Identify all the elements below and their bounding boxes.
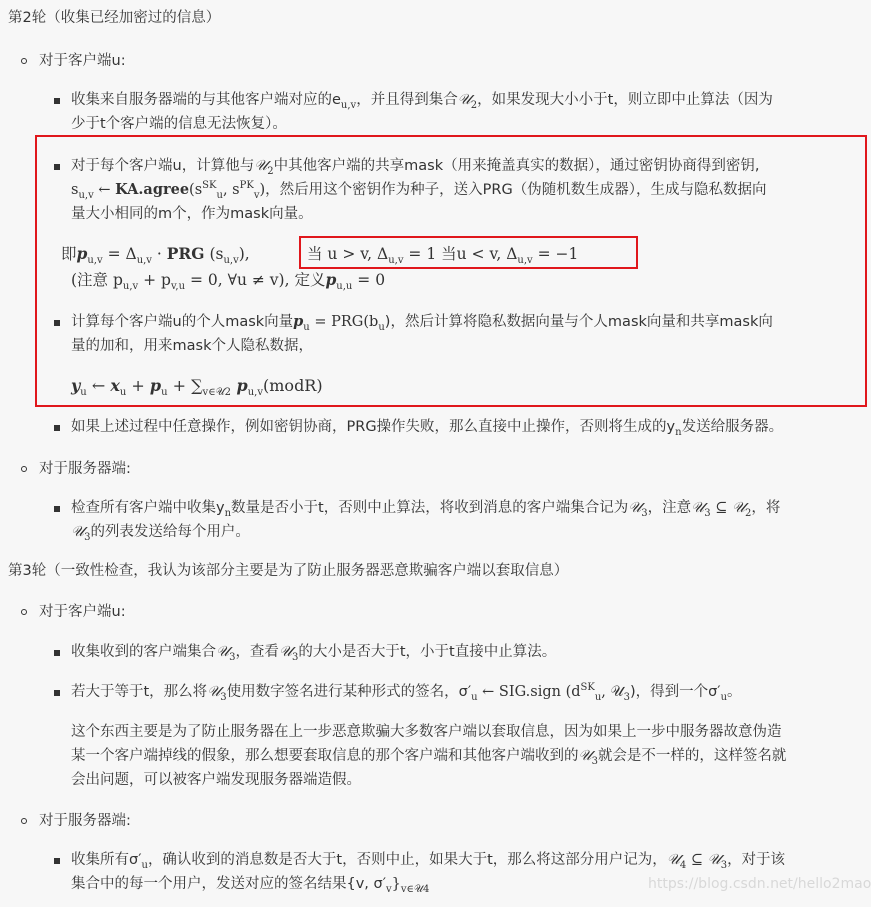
round2-bullet4: 如果上述过程中任意操作，例如密钥协商，PRG操作失败，那么直接中止操作，否则将生成的$y_n$发送给服务器。 [71, 419, 784, 438]
formula1-line1: 即$p_{u,v} = \Delta_{u,v}$ · PRG $(s_{u,v})$, [61, 244, 250, 267]
round3-note-line3: 会出问题，可以被客户端发现服务器端造假。 [71, 772, 361, 788]
square-bullet-icon [54, 690, 60, 696]
round2-bullet1-line2: 少于t个客户端的信息无法恢复）。 [71, 116, 287, 132]
square-bullet-icon [54, 650, 60, 656]
round2-heading: 第2轮（收集已经加密过的信息） [8, 10, 221, 26]
round2-bullet1-line1: 收集来自服务器端的与其他客户端对应的$e_{u,v}$，并且得到集合𝒰$_2$，如果发现大小小于t，则立即中止算法（因为 [71, 92, 773, 111]
round3-heading: 第3轮（一致性检查，我认为该部分主要是为了防止服务器恶意欺骗客户端以套取信息） [8, 563, 569, 579]
round2-bullet2-line1: 对于每个客户端u，计算他与𝒰$_2$中其他客户端的共享mask（用来掩盖真实的数据），通过密钥协商得到密钥, [71, 158, 760, 177]
round2-server-label: 对于服务器端: [39, 461, 131, 477]
round2-server-bullet-line1: 检查所有客户端中收集$y_n$数量是否小于t，否则中止算法，将收到消息的客户端集合记为𝒰$_3$，注意𝒰$_3$ ⊆ 𝒰$_2$，将 [71, 500, 781, 519]
square-bullet-icon [54, 164, 60, 170]
round3-client-bullet1: 收集收到的客户端集合𝒰$_3$，查看𝒰$_3$的大小是否大于t，小于t直接中止算法。 [71, 644, 557, 663]
formula1-condition: 当 u > v, $\Delta_{u,v} = 1$ 当u < v, $\Delta_{u,v} = -1$ [307, 245, 579, 267]
square-bullet-icon [54, 320, 60, 326]
formula2: $y_u$ ← $x_u + p_u + \sum_{v\in 𝒰2}$ $p_{u,v}(modR)$ [71, 376, 323, 399]
circle-bullet-icon [21, 818, 27, 824]
watermark: https://blog.csdn.net/hello2mao [648, 876, 872, 892]
round3-client-label: 对于客户端u: [39, 604, 126, 620]
square-bullet-icon [54, 858, 60, 864]
square-bullet-icon [54, 98, 60, 104]
round2-server-bullet-line2: 𝒰$_3$的列表发送给每个用户。 [71, 524, 250, 543]
round3-server-bullet-line2: 集合中的每一个用户，发送对应的签名结果{v, $\sigma'_v\}_{v\in 𝒰4}$ [71, 876, 430, 895]
round2-client-label: 对于客户端u: [39, 53, 126, 69]
round2-bullet2-line2: $s_{u,v}$ ← $KA.agree(s^{SK}_u$, $s^{PK}_v$)，然后用这个密钥作为种子，送入PRG（伪随机数生成器），生成与隐私数据向 [71, 180, 767, 201]
round3-client-bullet2: 若大于等于t，那么将𝒰$_3$使用数字签名进行某种形式的签名，$\sigma'_u$ ← SIG.sign ($d^{SK}_u$, 𝒰$_3$)，得到一个$\sigma'_u$。 [71, 682, 742, 703]
square-bullet-icon [54, 506, 60, 512]
square-bullet-icon [54, 425, 60, 431]
round2-bullet3-line1: 计算每个客户端u的个人mask向量$p_u = PRG(b_u)$，然后计算将隐私数据向量与个人mask向量和共享mask向 [71, 313, 773, 333]
round2-bullet3-line2: 量的加和，用来mask个人隐私数据， [71, 338, 313, 354]
round2-bullet2-line3: 量大小相同的m个，作为mask向量。 [71, 206, 313, 222]
round3-server-label: 对于服务器端: [39, 813, 131, 829]
round3-note-line2: 某一个客户端掉线的假象，那么想要套取信息的那个客户端和其他客户端收到的𝒰$_3$就会是不一样的，这样签名就 [71, 748, 787, 767]
formula1-line2: (注意 $p_{u,v} + p_{v,u} = 0$, ∀u ≠ v), 定义$p_{u,u} = 0$ [71, 270, 386, 293]
round3-server-bullet-line1: 收集所有$\sigma'_u$，确认收到的消息数是否大于t，否则中止，如果大于t，那么将这部分用户记为，𝒰$_4$ ⊆ 𝒰$_3$，对于该 [71, 852, 786, 871]
circle-bullet-icon [21, 58, 27, 64]
circle-bullet-icon [21, 466, 27, 472]
round3-note-line1: 这个东西主要是为了防止服务器在上一步恶意欺骗大多数客户端以套取信息，因为如果上一步中服务器故意伪造 [71, 724, 782, 740]
circle-bullet-icon [21, 609, 27, 615]
